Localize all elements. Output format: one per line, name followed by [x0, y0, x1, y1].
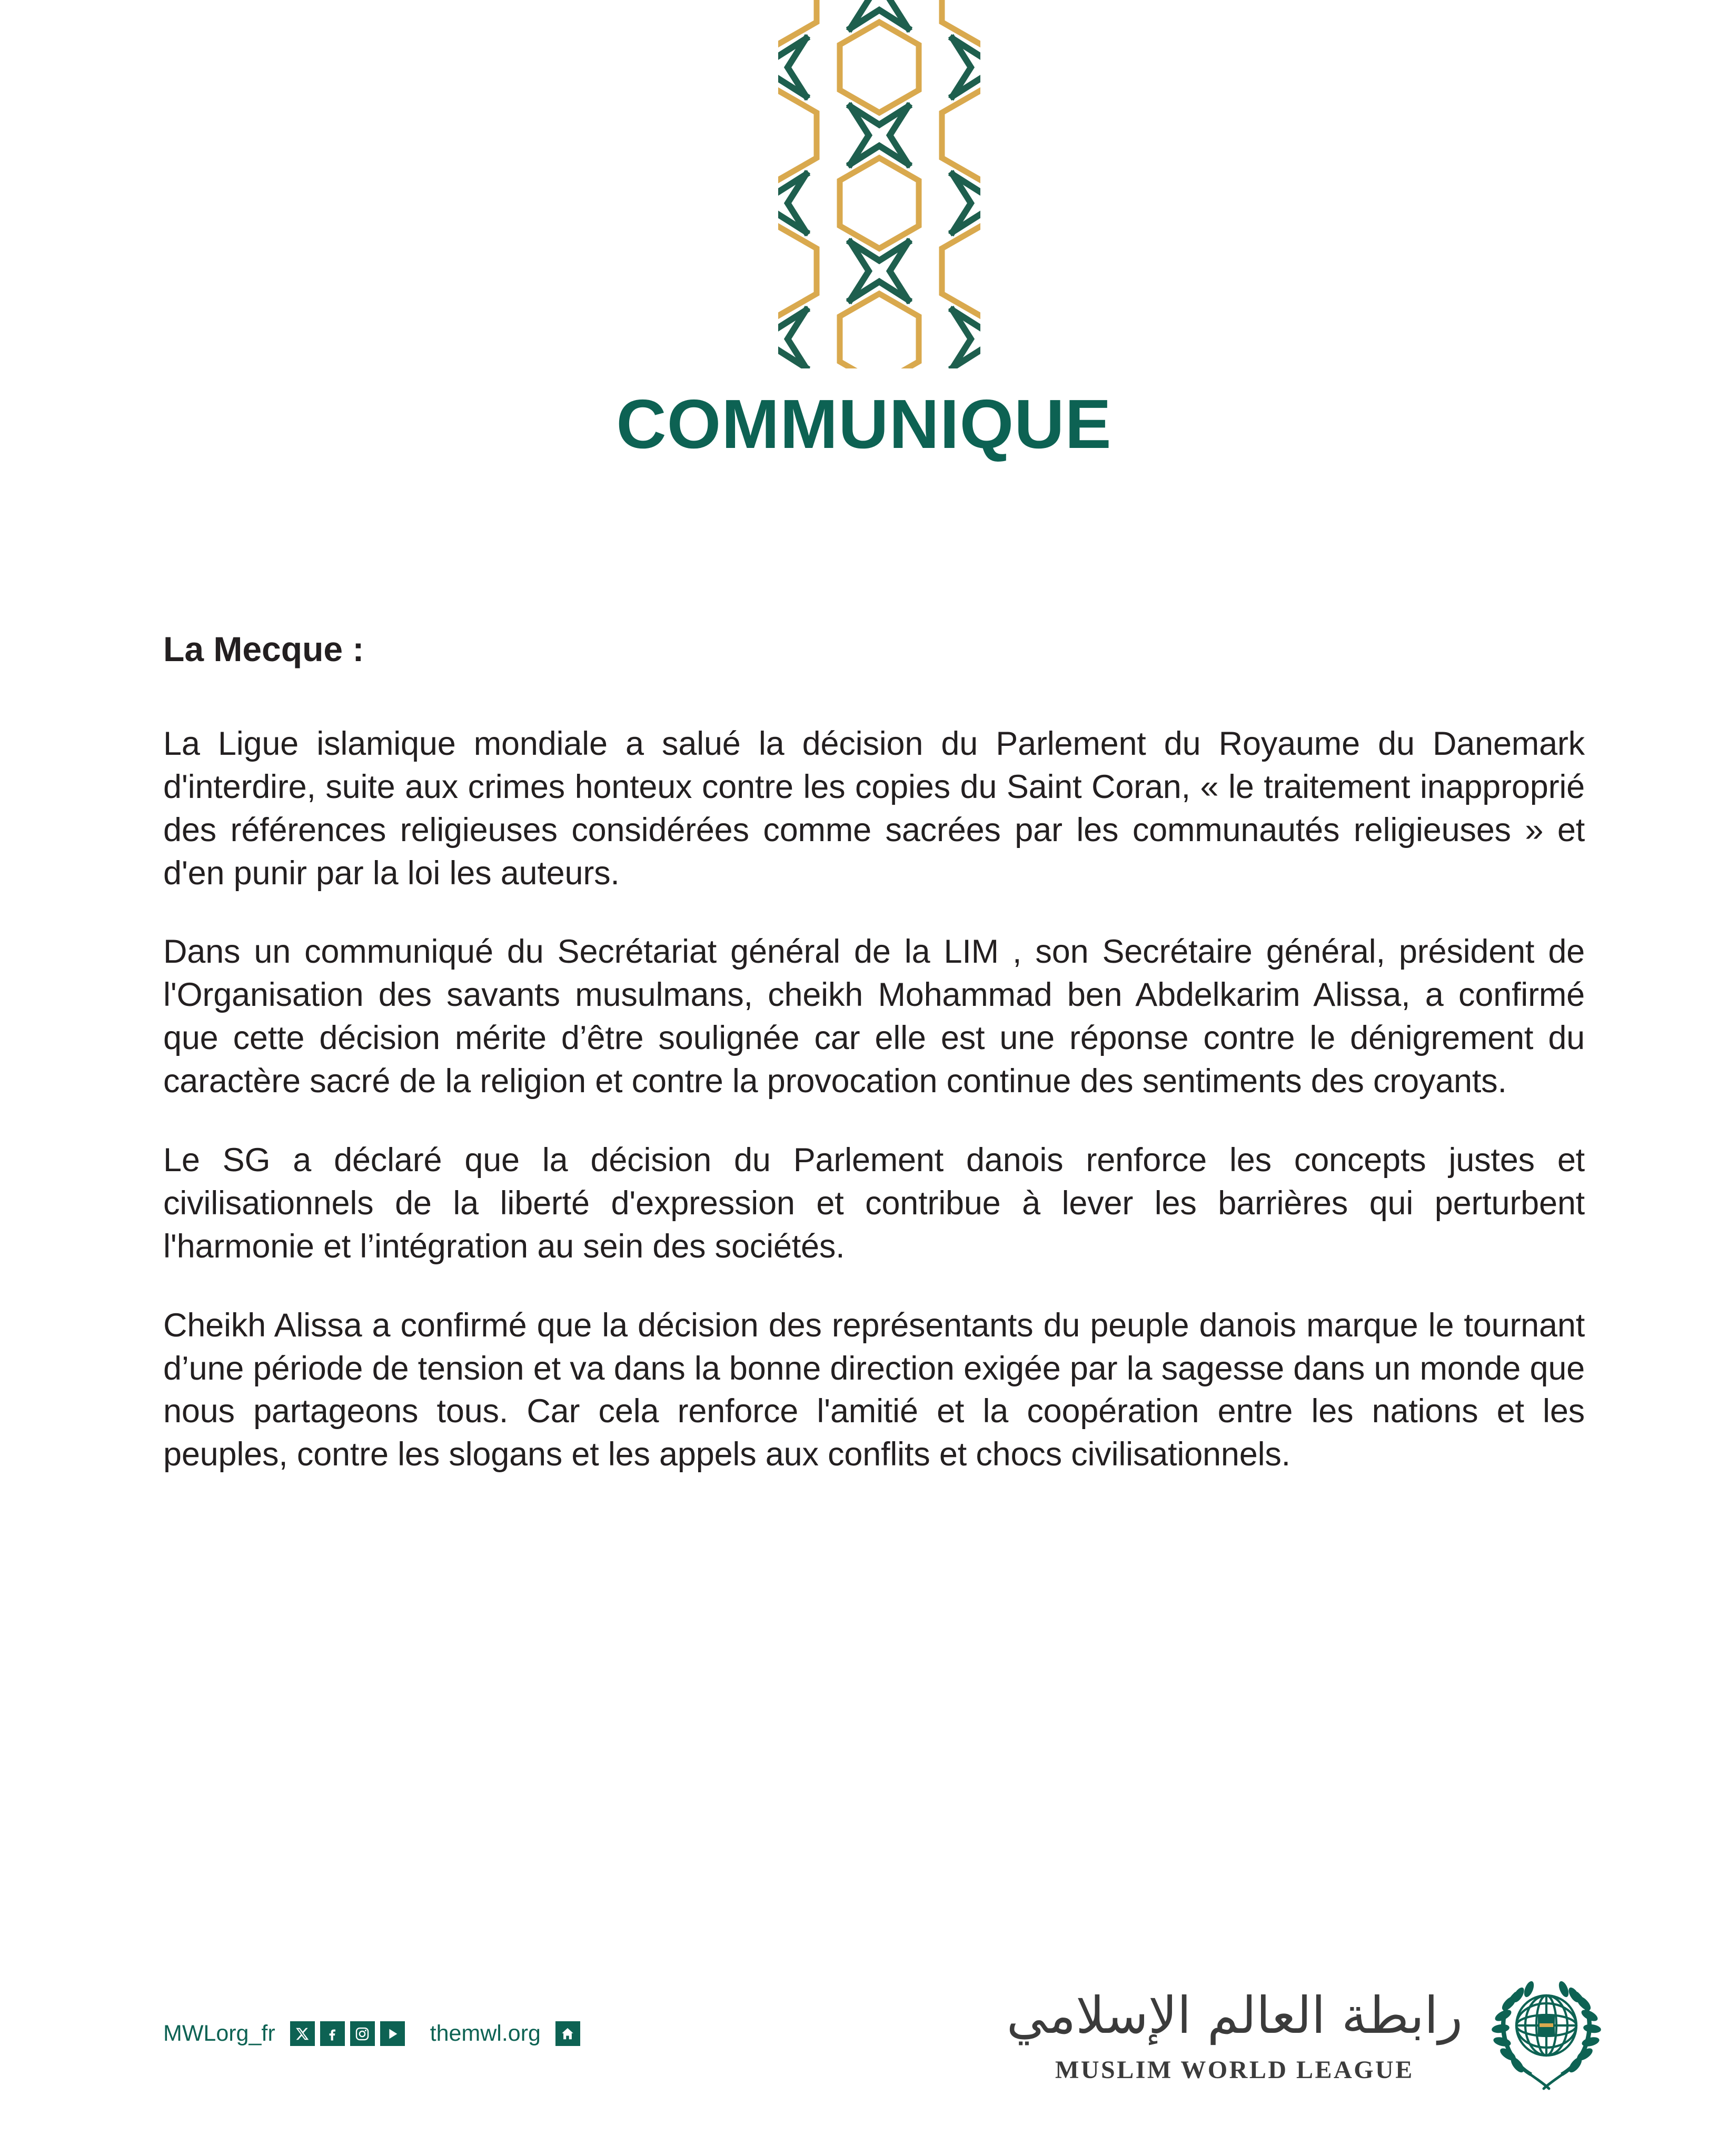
x-twitter-icon[interactable]	[290, 2021, 315, 2046]
logo-wordmark	[1007, 1988, 1463, 2093]
organisation-logo	[1007, 1972, 1607, 2093]
dateline: La Mecque :	[163, 630, 364, 668]
body-paragraph: Dans un communiqué du Secrétariat général de la LIM , son Secrétaire général, président de l'Organisation des savants musulmans, cheikh Mohammad ben Abdelkarim Alissa, a confirmé que cette décision mérite d’être soulignée car elle est une réponse contre le dénigrement du caractère sacré de la religion et contre la provocation continue des sentiments des croyants.	[163, 933, 1585, 1100]
youtube-icon[interactable]	[380, 2021, 405, 2046]
globe-laurel-emblem	[1486, 1972, 1607, 2093]
instagram-icon[interactable]	[350, 2021, 375, 2046]
body-paragraph: Le SG a déclaré que la décision du Parlement danois renforce les concepts justes et civilisationnels de la liberté d'expression et contribue à lever les barrières qui perturbent l'harmonie et l’intégration au sein des sociétés.	[163, 1142, 1585, 1265]
body-paragraph: La Ligue islamique mondiale a salué la décision du Parlement du Royaume du Danemark d'interdire, suite aux crimes honteux contre les copies du Saint Coran, « le traitement inapproprié des références religieuses considérées comme sacrées par les communautés religieuses » et d'en punir par la loi les auteurs.	[163, 725, 1585, 892]
footer-social-bar	[163, 2021, 580, 2047]
page-title-container	[0, 385, 1728, 463]
social-handle: MWLorg_fr	[163, 2021, 275, 2046]
home-icon[interactable]	[555, 2021, 580, 2046]
document-body	[163, 629, 1585, 1476]
logo-arabic-name: رابطة العالم الإسلامي	[1006, 1986, 1463, 2045]
social-icon-group	[290, 2021, 405, 2046]
body-paragraph: Cheikh Alissa a confirmé que la décision des représentants du peuple danois marque le tournant d’une période de tension et va dans la bonne direction exigée par la sagesse dans un monde que nous partageons tous. Car cela renforce l'amitié et la coopération entre les nations et les peuples, contre les slogans et les appels aux conflits et chocs civilisationnels.	[163, 1306, 1585, 1473]
header-ornamental-pattern	[0, 0, 1728, 368]
page-title: COMMUNIQUE	[616, 385, 1112, 463]
website-url: themwl.org	[430, 2021, 541, 2046]
page-footer	[163, 1961, 1607, 2093]
facebook-icon[interactable]	[320, 2021, 345, 2046]
logo-english-name: MUSLIM WORLD LEAGUE	[1055, 2056, 1414, 2084]
